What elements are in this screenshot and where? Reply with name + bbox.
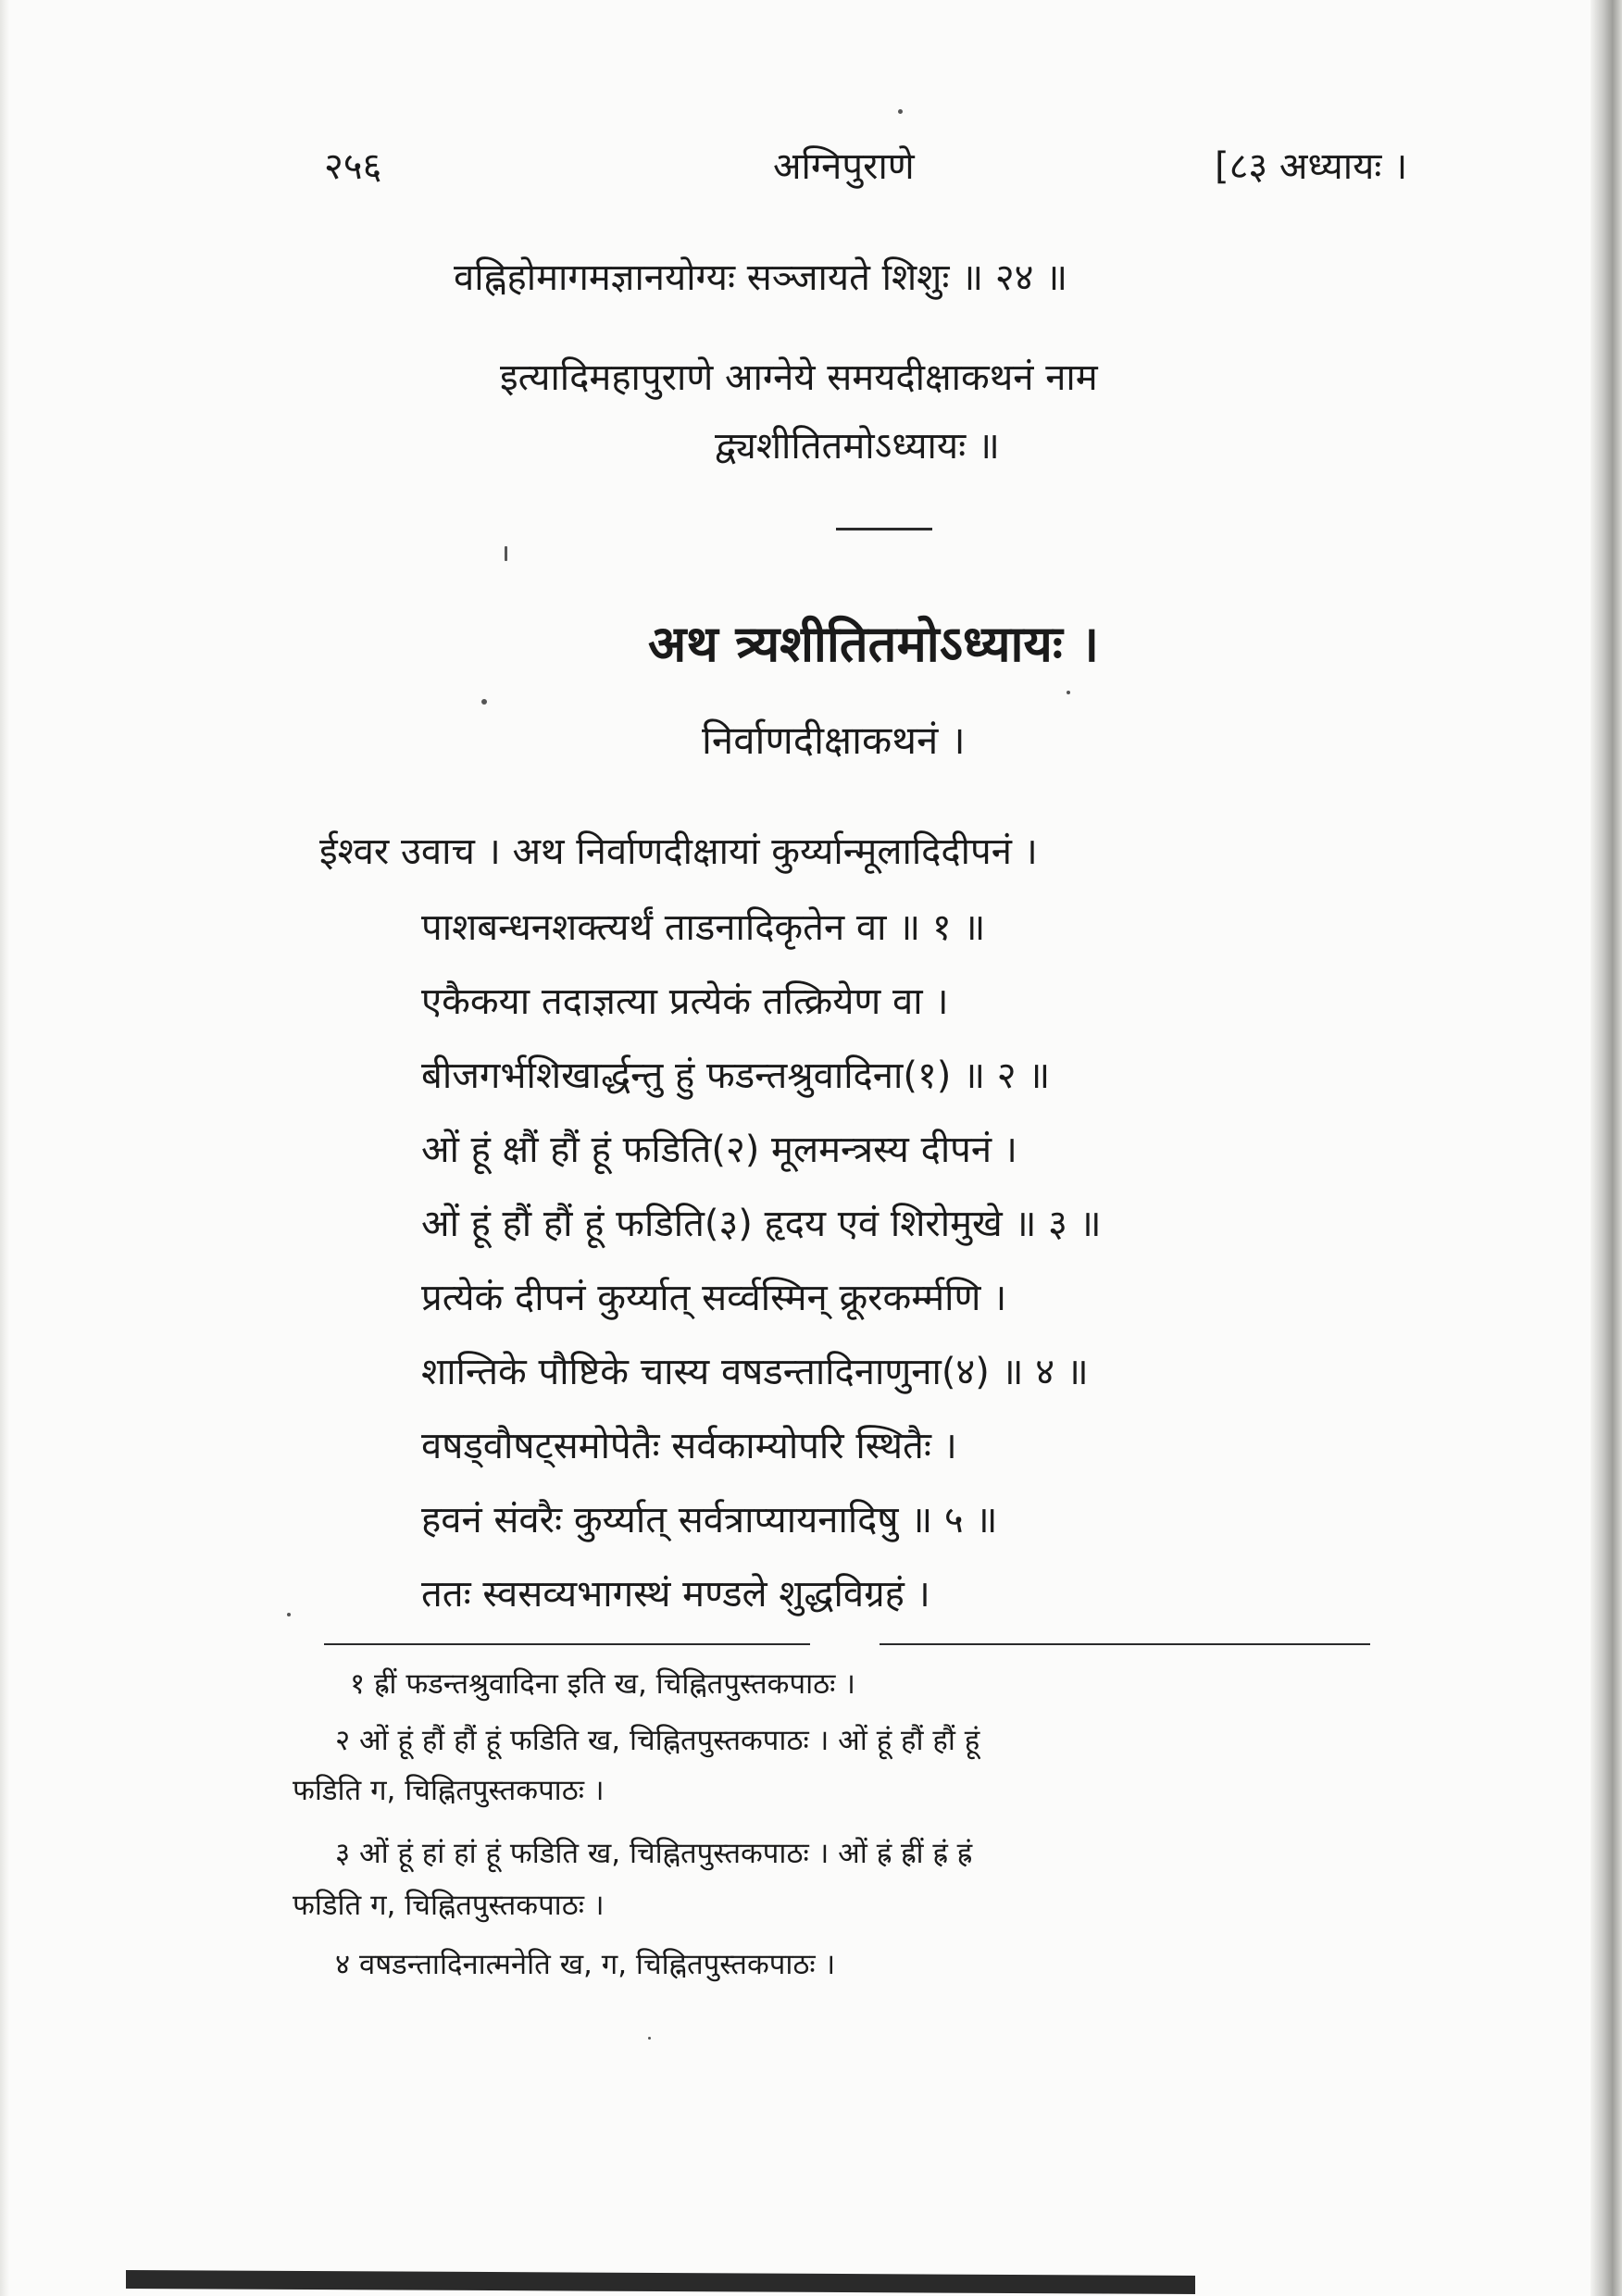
verse-line: हवनं संवरैः कुर्य्यात् सर्वत्राप्यायनादिषु ॥ ५ ॥ (421, 1499, 998, 1541)
scan-edge-left (0, 0, 9, 2296)
footnote-rule (324, 1643, 810, 1645)
scan-border-bar (126, 2270, 1195, 2294)
footnote-rule (880, 1643, 1370, 1645)
footnote-3-continued: फडिति ग, चिह्नितपुस्तकपाठः । (293, 1889, 605, 1922)
scan-speck (287, 1613, 291, 1616)
footnote-2: २ ओं हूं हौं हौं हूं फडिति ख, चिह्नितपुस्तकपाठः । ओं हूं हौं हौं हूं (335, 1724, 980, 1757)
scan-edge-right (1591, 0, 1622, 2296)
verse-line: प्रत्येकं दीपनं कुर्य्यात् सर्व्वस्मिन् क्रूरकर्म्मणि । (421, 1277, 1007, 1319)
verse-line: ओं हूं क्षौं हौं हूं फडिति(२) मूलमन्त्रस्य दीपनं । (421, 1129, 1017, 1171)
scan-speck (648, 2037, 651, 2040)
verse-line: ओं हूं हौं हौं हूं फडिति(३) हृदय एवं शिरोमुखे ॥ ३ ॥ (421, 1203, 1102, 1245)
verse-line: पाशबन्धनशक्त्यर्थं ताडनादिकृतेन वा ॥ १ ॥ (421, 906, 986, 949)
page-number: २५६ (324, 145, 382, 188)
footnote-2-continued: फडिति ग, चिह्नितपुस्तकपाठः । (293, 1774, 605, 1807)
verse-line: वषड्वौषट्समोपेतैः सर्वकाम्योपरि स्थितैः । (421, 1425, 957, 1467)
colophon-line-1: इत्यादिमहापुराणे आग्नेये समयदीक्षाकथनं नाम (500, 356, 1098, 399)
chapter-heading: अथ त्र्यशीतितमोऽध्यायः । (648, 615, 1100, 673)
verse-line: ततः स्वसव्यभागस्थं मण्डले शुद्धविग्रहं । (421, 1573, 930, 1616)
verse-line: एकैकया तदाज्ञत्या प्रत्येकं तत्क्रियेण वा । (421, 980, 949, 1023)
scan-speck (481, 699, 487, 705)
verse-line: बीजगर्भशिखार्द्धन्तु हुं फडन्तश्रुवादिना(१) ॥ २ ॥ (421, 1054, 1051, 1097)
footnote-4: ४ वषडन्तादिनात्मनेति ख, ग, चिह्नितपुस्तकपाठः । (335, 1948, 836, 1981)
scan-speck (505, 546, 507, 561)
chapter-subtitle: निर्वाणदीक्षाकथनं । (702, 718, 966, 763)
verse-line: शान्तिके पौष्टिके चास्य वषडन्तादिनाणुना(४) ॥ ४ ॥ (421, 1351, 1089, 1393)
chapter-reference: [८३ अध्यायः । (1215, 145, 1408, 188)
closing-verse: वह्निहोमागमज्ञानयोग्यः सञ्जायते शिशुः ॥ २४ ॥ (454, 256, 1068, 299)
section-divider (836, 528, 932, 530)
scan-speck (1067, 691, 1070, 694)
scan-speck (898, 109, 903, 114)
book-title: अग्निपुराणे (773, 145, 915, 188)
verse-line: ईश्वर उवाच । अथ निर्वाणदीक्षायां कुर्य्यान्मूलादिदीपनं । (319, 830, 1038, 873)
footnote-3: ३ ओं हूं हां हां हूं फडिति ख, चिह्नितपुस्तकपाठः । ओं ह्रं ह्रीं ह्रं ह्रं (335, 1837, 973, 1870)
colophon-line-2: द्व्यशीतितमोऽध्यायः ॥ (715, 425, 1000, 468)
footnote-1: १ ह्रीं फडन्तश्रुवादिना इति ख, चिह्नितपुस्तकपाठः । (350, 1667, 856, 1701)
